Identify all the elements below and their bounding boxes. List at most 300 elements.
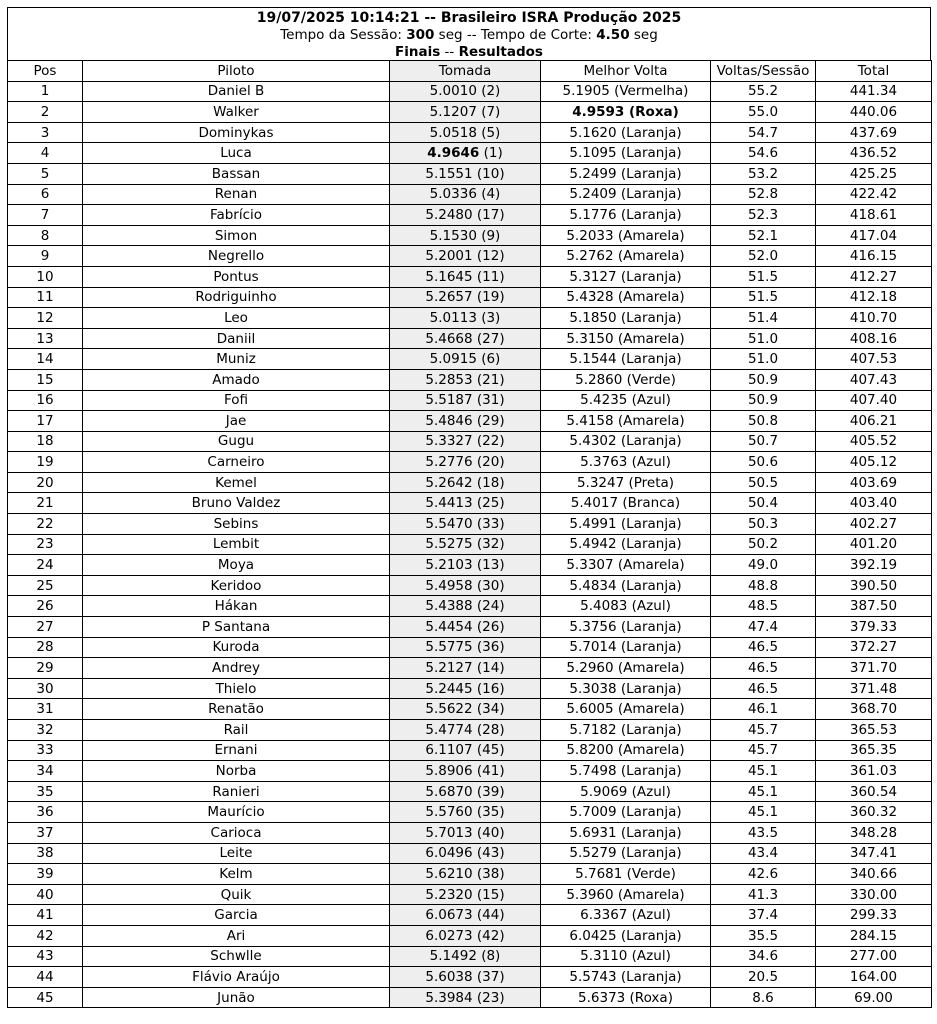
table-row xyxy=(8,163,932,184)
table-row xyxy=(8,534,932,555)
cell-tomada: 5.0113 (3) xyxy=(390,308,541,329)
table-row xyxy=(8,596,932,617)
cell-voltas-sessao: 45.7 xyxy=(711,720,816,741)
cell-piloto: Andrey xyxy=(83,658,390,679)
table-row xyxy=(8,287,932,308)
cell-piloto: Hákan xyxy=(83,596,390,617)
cell-melhor-volta: 5.3038 (Laranja) xyxy=(541,678,711,699)
cell-tomada: 5.2657 (19) xyxy=(390,287,541,308)
cell-melhor-volta: 5.1544 (Laranja) xyxy=(541,349,711,370)
cell-voltas-sessao: 52.0 xyxy=(711,246,816,267)
cell-piloto: Ari xyxy=(83,925,390,946)
cell-piloto: Schwlle xyxy=(83,946,390,967)
cell-melhor-volta: 5.7009 (Laranja) xyxy=(541,802,711,823)
cell-piloto: Renatão xyxy=(83,699,390,720)
cell-pos: 42 xyxy=(8,925,83,946)
cell-piloto: Fofi xyxy=(83,390,390,411)
cell-melhor-volta: 5.4942 (Laranja) xyxy=(541,534,711,555)
cell-total: 284.15 xyxy=(816,925,932,946)
cell-piloto: Lembit xyxy=(83,534,390,555)
cell-voltas-sessao: 8.6 xyxy=(711,987,816,1008)
results-table xyxy=(7,60,932,1008)
table-row xyxy=(8,452,932,473)
table-row xyxy=(8,225,932,246)
table-row xyxy=(8,266,932,287)
table-row xyxy=(8,431,932,452)
cell-voltas-sessao: 45.7 xyxy=(711,740,816,761)
cell-melhor-volta: 5.2960 (Amarela) xyxy=(541,658,711,679)
cell-melhor-volta: 5.2033 (Amarela) xyxy=(541,225,711,246)
cell-pos: 25 xyxy=(8,575,83,596)
cell-pos: 30 xyxy=(8,678,83,699)
cell-melhor-volta: 5.7182 (Laranja) xyxy=(541,720,711,741)
cell-piloto: Leite xyxy=(83,843,390,864)
cell-total: 348.28 xyxy=(816,822,932,843)
cell-tomada: 5.4958 (30) xyxy=(390,575,541,596)
cell-tomada xyxy=(390,143,541,164)
cell-piloto: Pontus xyxy=(83,266,390,287)
cell-total: 406.21 xyxy=(816,411,932,432)
cell-melhor-volta: 5.5743 (Laranja) xyxy=(541,967,711,988)
table-row xyxy=(8,925,932,946)
cell-total: 403.40 xyxy=(816,493,932,514)
cell-melhor-volta: 5.2860 (Verde) xyxy=(541,369,711,390)
cell-piloto: Carioca xyxy=(83,822,390,843)
cell-voltas-sessao: 52.8 xyxy=(711,184,816,205)
table-row xyxy=(8,884,932,905)
cell-piloto: Leo xyxy=(83,308,390,329)
table-row xyxy=(8,102,932,123)
cell-total: 371.70 xyxy=(816,658,932,679)
cell-melhor-volta: 5.3110 (Azul) xyxy=(541,946,711,967)
cut-time-label: seg -- Tempo de Corte: xyxy=(434,27,597,43)
cell-piloto: Bruno Valdez xyxy=(83,493,390,514)
table-row xyxy=(8,184,932,205)
cell-pos: 17 xyxy=(8,411,83,432)
separator: -- xyxy=(419,10,441,26)
cell-voltas-sessao: 50.2 xyxy=(711,534,816,555)
cell-pos: 37 xyxy=(8,822,83,843)
table-row xyxy=(8,493,932,514)
cell-total: 440.06 xyxy=(816,102,932,123)
cell-pos: 5 xyxy=(8,163,83,184)
cell-melhor-volta: 5.6005 (Amarela) xyxy=(541,699,711,720)
cell-total: 360.54 xyxy=(816,781,932,802)
table-row xyxy=(8,472,932,493)
cell-total: 368.70 xyxy=(816,699,932,720)
cell-voltas-sessao: 41.3 xyxy=(711,884,816,905)
cell-total: 403.69 xyxy=(816,472,932,493)
cell-total: 405.52 xyxy=(816,431,932,452)
results-body xyxy=(8,81,932,1008)
cell-piloto: Simon xyxy=(83,225,390,246)
header-times xyxy=(8,27,930,44)
table-row xyxy=(8,678,932,699)
cell-pos: 33 xyxy=(8,740,83,761)
cell-melhor-volta: 5.4158 (Amarela) xyxy=(541,411,711,432)
table-row xyxy=(8,637,932,658)
cell-melhor-volta: 5.4328 (Amarela) xyxy=(541,287,711,308)
cell-total: 418.61 xyxy=(816,205,932,226)
cell-pos: 41 xyxy=(8,905,83,926)
table-row xyxy=(8,658,932,679)
cell-voltas-sessao: 34.6 xyxy=(711,946,816,967)
cell-pos: 3 xyxy=(8,122,83,143)
table-row xyxy=(8,349,932,370)
cell-melhor-volta: 5.1905 (Vermelha) xyxy=(541,81,711,102)
cell-voltas-sessao: 50.9 xyxy=(711,369,816,390)
table-row xyxy=(8,390,932,411)
cell-total: 417.04 xyxy=(816,225,932,246)
cell-total: 361.03 xyxy=(816,761,932,782)
cell-voltas-sessao: 48.8 xyxy=(711,575,816,596)
column-header-melhor-volta: Melhor Volta xyxy=(541,61,711,82)
cell-tomada: 5.2776 (20) xyxy=(390,452,541,473)
cell-pos: 4 xyxy=(8,143,83,164)
cell-pos: 11 xyxy=(8,287,83,308)
cell-piloto: Muniz xyxy=(83,349,390,370)
cell-pos: 7 xyxy=(8,205,83,226)
cell-total: 360.32 xyxy=(816,802,932,823)
cell-tomada: 6.0496 (43) xyxy=(390,843,541,864)
cell-pos: 24 xyxy=(8,555,83,576)
cell-total: 437.69 xyxy=(816,122,932,143)
cell-total: 347.41 xyxy=(816,843,932,864)
cell-total: 402.27 xyxy=(816,514,932,535)
cell-voltas-sessao: 45.1 xyxy=(711,781,816,802)
table-row xyxy=(8,143,932,164)
column-header-voltas-sessao: Voltas/Sessão xyxy=(711,61,816,82)
cell-tomada: 5.5622 (34) xyxy=(390,699,541,720)
cell-voltas-sessao: 49.0 xyxy=(711,555,816,576)
cell-piloto: Negrello xyxy=(83,246,390,267)
table-row xyxy=(8,740,932,761)
cell-pos: 35 xyxy=(8,781,83,802)
cell-melhor-volta: 5.3127 (Laranja) xyxy=(541,266,711,287)
cell-pos: 26 xyxy=(8,596,83,617)
table-row xyxy=(8,328,932,349)
cell-piloto: Sebins xyxy=(83,514,390,535)
cell-piloto: Luca xyxy=(83,143,390,164)
cell-pos: 10 xyxy=(8,266,83,287)
cell-melhor-volta: 4.9593 (Roxa) xyxy=(541,102,711,123)
cell-melhor-volta: 5.6373 (Roxa) xyxy=(541,987,711,1008)
table-row xyxy=(8,122,932,143)
cell-voltas-sessao: 46.5 xyxy=(711,678,816,699)
table-row xyxy=(8,802,932,823)
cell-piloto: Bassan xyxy=(83,163,390,184)
cell-melhor-volta: 5.4834 (Laranja) xyxy=(541,575,711,596)
cut-time-unit: seg xyxy=(629,27,658,43)
cell-pos: 1 xyxy=(8,81,83,102)
cell-tomada: 5.5775 (36) xyxy=(390,637,541,658)
cell-melhor-volta: 5.3960 (Amarela) xyxy=(541,884,711,905)
cell-pos: 31 xyxy=(8,699,83,720)
cell-voltas-sessao: 45.1 xyxy=(711,802,816,823)
cell-piloto: Junão xyxy=(83,987,390,1008)
cell-tomada: 5.2480 (17) xyxy=(390,205,541,226)
cell-total: 365.53 xyxy=(816,720,932,741)
cell-melhor-volta: 5.4302 (Laranja) xyxy=(541,431,711,452)
cell-pos: 21 xyxy=(8,493,83,514)
table-row xyxy=(8,987,932,1008)
cell-melhor-volta: 5.3247 (Preta) xyxy=(541,472,711,493)
cell-voltas-sessao: 46.5 xyxy=(711,637,816,658)
cell-melhor-volta: 5.3756 (Laranja) xyxy=(541,617,711,638)
cell-piloto: Thielo xyxy=(83,678,390,699)
table-row xyxy=(8,781,932,802)
cell-pos: 15 xyxy=(8,369,83,390)
cell-voltas-sessao: 51.0 xyxy=(711,349,816,370)
cell-voltas-sessao: 46.5 xyxy=(711,658,816,679)
cell-tomada: 5.2103 (13) xyxy=(390,555,541,576)
cell-tomada: 5.5275 (32) xyxy=(390,534,541,555)
cell-tomada: 5.8906 (41) xyxy=(390,761,541,782)
table-row xyxy=(8,246,932,267)
session-time-label: Tempo da Sessão: xyxy=(280,27,407,43)
cell-voltas-sessao: 35.5 xyxy=(711,925,816,946)
cell-voltas-sessao: 50.3 xyxy=(711,514,816,535)
cell-tomada: 5.5760 (35) xyxy=(390,802,541,823)
cell-voltas-sessao: 50.5 xyxy=(711,472,816,493)
tomada-rank: (1) xyxy=(479,145,503,162)
cell-voltas-sessao: 51.5 xyxy=(711,266,816,287)
cell-total: 401.20 xyxy=(816,534,932,555)
cell-total: 441.34 xyxy=(816,81,932,102)
table-row xyxy=(8,555,932,576)
table-row xyxy=(8,699,932,720)
cell-total: 412.27 xyxy=(816,266,932,287)
cell-pos: 6 xyxy=(8,184,83,205)
cell-melhor-volta: 5.8200 (Amarela) xyxy=(541,740,711,761)
cell-total: 372.27 xyxy=(816,637,932,658)
cell-total: 387.50 xyxy=(816,596,932,617)
cell-pos: 43 xyxy=(8,946,83,967)
cell-pos: 32 xyxy=(8,720,83,741)
cell-tomada: 5.4388 (24) xyxy=(390,596,541,617)
cell-voltas-sessao: 37.4 xyxy=(711,905,816,926)
cell-voltas-sessao: 50.8 xyxy=(711,411,816,432)
cell-tomada: 5.4454 (26) xyxy=(390,617,541,638)
cell-piloto: Carneiro xyxy=(83,452,390,473)
cell-voltas-sessao: 50.4 xyxy=(711,493,816,514)
cell-pos: 45 xyxy=(8,987,83,1008)
cell-melhor-volta: 5.7498 (Laranja) xyxy=(541,761,711,782)
cell-piloto: Garcia xyxy=(83,905,390,926)
cell-pos: 13 xyxy=(8,328,83,349)
cell-total: 164.00 xyxy=(816,967,932,988)
cell-voltas-sessao: 55.2 xyxy=(711,81,816,102)
stage-name: Finais xyxy=(395,44,441,60)
cell-piloto: Flávio Araújo xyxy=(83,967,390,988)
cell-tomada: 5.2001 (12) xyxy=(390,246,541,267)
cell-total: 392.19 xyxy=(816,555,932,576)
cell-melhor-volta: 5.3150 (Amarela) xyxy=(541,328,711,349)
cell-total: 407.43 xyxy=(816,369,932,390)
table-row xyxy=(8,843,932,864)
cell-melhor-volta: 5.6931 (Laranja) xyxy=(541,822,711,843)
cell-piloto: Quik xyxy=(83,884,390,905)
table-header-row xyxy=(8,61,932,82)
cell-tomada: 5.6210 (38) xyxy=(390,864,541,885)
cell-tomada: 5.1551 (10) xyxy=(390,163,541,184)
table-row xyxy=(8,864,932,885)
cell-melhor-volta: 5.4017 (Branca) xyxy=(541,493,711,514)
cell-pos: 27 xyxy=(8,617,83,638)
cell-pos: 23 xyxy=(8,534,83,555)
cell-melhor-volta: 6.3367 (Azul) xyxy=(541,905,711,926)
cell-piloto: Ernani xyxy=(83,740,390,761)
cell-melhor-volta: 5.2499 (Laranja) xyxy=(541,163,711,184)
cell-pos: 20 xyxy=(8,472,83,493)
cell-voltas-sessao: 46.1 xyxy=(711,699,816,720)
cell-total: 69.00 xyxy=(816,987,932,1008)
cell-pos: 12 xyxy=(8,308,83,329)
cell-tomada: 5.6038 (37) xyxy=(390,967,541,988)
cell-voltas-sessao: 20.5 xyxy=(711,967,816,988)
table-row xyxy=(8,822,932,843)
cell-melhor-volta: 5.7681 (Verde) xyxy=(541,864,711,885)
cell-melhor-volta: 5.1850 (Laranja) xyxy=(541,308,711,329)
cell-total: 379.33 xyxy=(816,617,932,638)
cell-piloto: Kuroda xyxy=(83,637,390,658)
table-row xyxy=(8,761,932,782)
cell-voltas-sessao: 50.9 xyxy=(711,390,816,411)
cell-piloto: Jae xyxy=(83,411,390,432)
cell-melhor-volta: 5.9069 (Azul) xyxy=(541,781,711,802)
cell-total: 277.00 xyxy=(816,946,932,967)
cell-melhor-volta: 5.1095 (Laranja) xyxy=(541,143,711,164)
cell-pos: 36 xyxy=(8,802,83,823)
cell-piloto: Rodriguinho xyxy=(83,287,390,308)
table-row xyxy=(8,514,932,535)
cell-voltas-sessao: 51.0 xyxy=(711,328,816,349)
cell-tomada: 5.1207 (7) xyxy=(390,102,541,123)
cell-tomada: 5.4774 (28) xyxy=(390,720,541,741)
cell-total: 425.25 xyxy=(816,163,932,184)
cell-voltas-sessao: 45.1 xyxy=(711,761,816,782)
cell-tomada: 5.5470 (33) xyxy=(390,514,541,535)
cell-piloto: Rail xyxy=(83,720,390,741)
cell-total: 412.18 xyxy=(816,287,932,308)
column-header-tomada: Tomada xyxy=(390,61,541,82)
cell-tomada: 5.2642 (18) xyxy=(390,472,541,493)
cell-melhor-volta: 5.2762 (Amarela) xyxy=(541,246,711,267)
cell-tomada: 5.2445 (16) xyxy=(390,678,541,699)
cell-voltas-sessao: 50.6 xyxy=(711,452,816,473)
header-title xyxy=(8,10,930,27)
cell-total: 410.70 xyxy=(816,308,932,329)
cell-voltas-sessao: 55.0 xyxy=(711,102,816,123)
cell-tomada: 6.1107 (45) xyxy=(390,740,541,761)
cell-pos: 34 xyxy=(8,761,83,782)
cell-piloto: Keridoo xyxy=(83,575,390,596)
cell-total: 299.33 xyxy=(816,905,932,926)
cell-melhor-volta: 5.3763 (Azul) xyxy=(541,452,711,473)
cell-total: 422.42 xyxy=(816,184,932,205)
table-row xyxy=(8,946,932,967)
cell-pos: 9 xyxy=(8,246,83,267)
cell-pos: 19 xyxy=(8,452,83,473)
cell-pos: 22 xyxy=(8,514,83,535)
cell-melhor-volta: 5.4991 (Laranja) xyxy=(541,514,711,535)
event-name: Brasileiro ISRA Produção 2025 xyxy=(440,10,682,26)
cell-melhor-volta: 5.1620 (Laranja) xyxy=(541,122,711,143)
cell-tomada: 5.3984 (23) xyxy=(390,987,541,1008)
cell-piloto: Renan xyxy=(83,184,390,205)
cell-voltas-sessao: 43.5 xyxy=(711,822,816,843)
cell-total: 408.16 xyxy=(816,328,932,349)
cell-piloto: P Santana xyxy=(83,617,390,638)
cell-voltas-sessao: 54.6 xyxy=(711,143,816,164)
header-stage xyxy=(8,44,930,60)
session-time-value: 300 xyxy=(406,27,435,43)
table-row xyxy=(8,205,932,226)
cell-piloto: Daniel B xyxy=(83,81,390,102)
cell-tomada: 5.2853 (21) xyxy=(390,369,541,390)
cell-pos: 38 xyxy=(8,843,83,864)
cell-pos: 40 xyxy=(8,884,83,905)
table-row xyxy=(8,81,932,102)
cell-total: 407.40 xyxy=(816,390,932,411)
cell-tomada: 5.2127 (14) xyxy=(390,658,541,679)
cell-melhor-volta: 5.5279 (Laranja) xyxy=(541,843,711,864)
cell-pos: 14 xyxy=(8,349,83,370)
cell-piloto: Daniil xyxy=(83,328,390,349)
table-row xyxy=(8,575,932,596)
cell-piloto: Walker xyxy=(83,102,390,123)
cell-voltas-sessao: 51.5 xyxy=(711,287,816,308)
cell-pos: 39 xyxy=(8,864,83,885)
cell-voltas-sessao: 43.4 xyxy=(711,843,816,864)
cell-pos: 16 xyxy=(8,390,83,411)
cell-total: 407.53 xyxy=(816,349,932,370)
cell-voltas-sessao: 52.3 xyxy=(711,205,816,226)
table-row xyxy=(8,720,932,741)
cell-tomada: 5.2320 (15) xyxy=(390,884,541,905)
cell-tomada: 5.3327 (22) xyxy=(390,431,541,452)
cell-melhor-volta: 5.7014 (Laranja) xyxy=(541,637,711,658)
table-row xyxy=(8,411,932,432)
cell-total: 405.12 xyxy=(816,452,932,473)
cell-melhor-volta: 5.3307 (Amarela) xyxy=(541,555,711,576)
tomada-best-value: 4.9646 xyxy=(427,145,480,162)
cell-tomada: 6.0673 (44) xyxy=(390,905,541,926)
cell-melhor-volta: 6.0425 (Laranja) xyxy=(541,925,711,946)
cell-piloto: Gugu xyxy=(83,431,390,452)
result-label: Resultados xyxy=(458,44,543,60)
table-row xyxy=(8,967,932,988)
cell-pos: 29 xyxy=(8,658,83,679)
cell-voltas-sessao: 53.2 xyxy=(711,163,816,184)
cell-tomada: 5.0336 (4) xyxy=(390,184,541,205)
cell-tomada: 5.4668 (27) xyxy=(390,328,541,349)
cell-piloto: Moya xyxy=(83,555,390,576)
cell-tomada: 5.1530 (9) xyxy=(390,225,541,246)
table-row xyxy=(8,905,932,926)
cell-total: 436.52 xyxy=(816,143,932,164)
cell-pos: 18 xyxy=(8,431,83,452)
cell-voltas-sessao: 42.6 xyxy=(711,864,816,885)
cell-piloto: Maurício xyxy=(83,802,390,823)
cell-tomada: 5.0518 (5) xyxy=(390,122,541,143)
cell-tomada: 5.5187 (31) xyxy=(390,390,541,411)
column-header-piloto: Piloto xyxy=(83,61,390,82)
cell-piloto: Fabrício xyxy=(83,205,390,226)
cell-voltas-sessao: 50.7 xyxy=(711,431,816,452)
table-row xyxy=(8,308,932,329)
cell-pos: 8 xyxy=(8,225,83,246)
